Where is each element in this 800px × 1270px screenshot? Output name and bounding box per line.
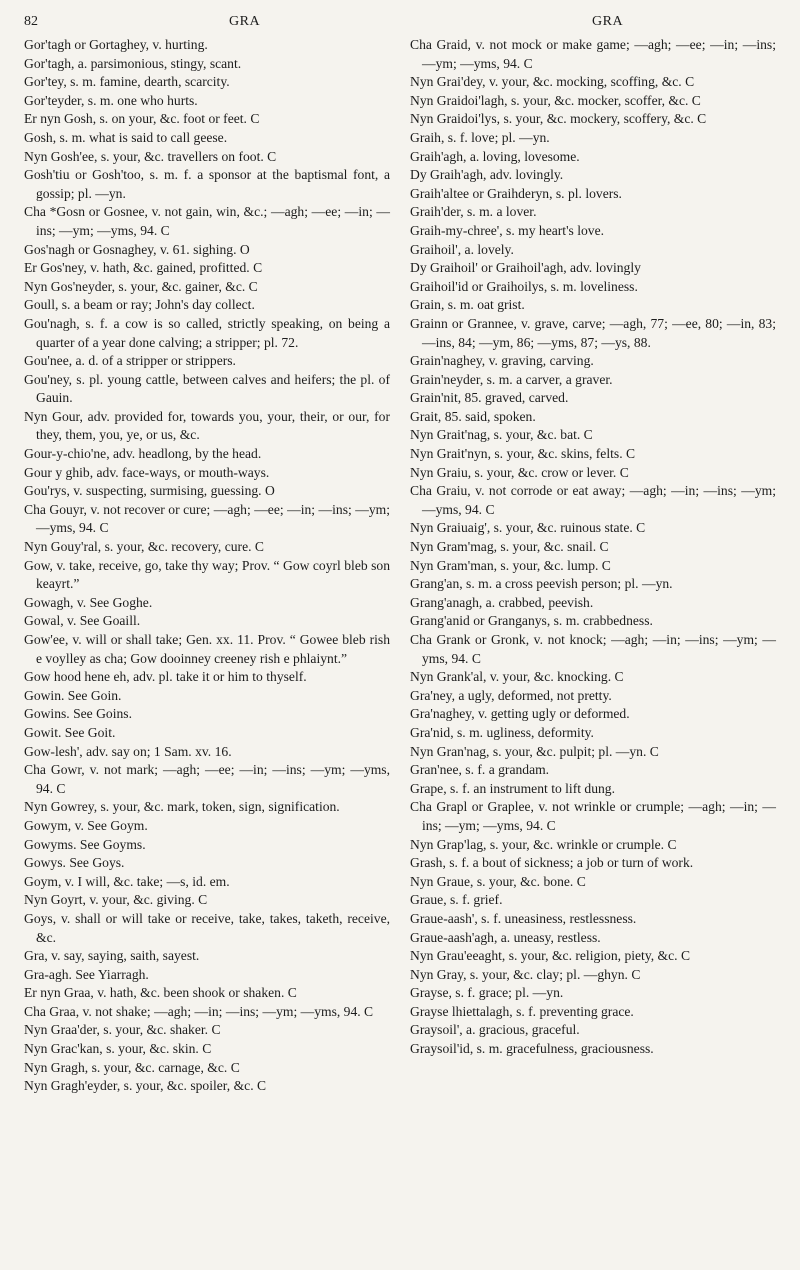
dictionary-entry: Cha Graa, v. not shake; —agh; —in; —ins; —ym; —yms, 94. C — [24, 1003, 374, 1019]
dictionary-entry: Gowagh, v. See Goghe. — [24, 594, 153, 610]
dictionary-entry: Nyn Gosh'ee, s. your, &c. travellers on foot. C — [24, 148, 277, 164]
right-running-head: GRA — [592, 14, 624, 29]
dictionary-entry: Cha Graid, v. not mock or make game; —agh; —ee; —in; —ins; —ym; —yms, 94. C — [410, 37, 776, 71]
dictionary-entry: Cha Grapl or Graplee, v. not wrinkle or crumple; —agh; —in; —ins; —ym; —yms, 94. C — [410, 799, 776, 833]
page-number: 82 — [24, 14, 38, 29]
dictionary-entry: Gowin. See Goin. — [24, 687, 122, 703]
dictionary-entry: Cha Grank or Gronk, v. not knock; —agh; —in; —ins; —ym; —yms, 94. C — [410, 632, 776, 666]
dictionary-entry: Er nyn Graa, v. hath, &c. been shook or shaken. C — [24, 985, 297, 1001]
dictionary-entry: Grayse lhiettalagh, s. f. preventing grace. — [410, 1003, 634, 1019]
dictionary-entry: Er nyn Gosh, s. on your, &c. foot or feet. C — [24, 111, 260, 127]
dictionary-entry: Gor'tagh or Gortaghey, v. hurting. — [24, 37, 208, 52]
dictionary-entry: Gour y ghib, adv. face-ways, or mouth-ways. — [24, 464, 270, 480]
dictionary-entry: Cha Gowr, v. not mark; —agh; —ee; —in; —ins; —ym; —yms, 94. C — [24, 762, 390, 796]
dictionary-entry: Gosh, s. m. what is said to call geese. — [24, 129, 228, 145]
dictionary-entry: Er Gos'ney, v. hath, &c. gained, profitted. C — [24, 260, 263, 276]
dictionary-entry: Dy Graih'agh, adv. lovingly. — [410, 167, 564, 183]
dictionary-entry: Gowit. See Goit. — [24, 724, 116, 740]
dictionary-entry: Goull, s. a beam or ray; John's day collect. — [24, 297, 255, 313]
dictionary-entry: Nyn Graa'der, s. your, &c. shaker. C — [24, 1022, 221, 1038]
dictionary-entry: Graihoil', a. lovely. — [410, 241, 514, 257]
dictionary-entry: Nyn Grac'kan, s. your, &c. skin. C — [24, 1041, 212, 1057]
left-column — [24, 36, 390, 1096]
dictionary-entry: Nyn Gram'mag, s. your, &c. snail. C — [410, 539, 609, 555]
dictionary-entry: Graih, s. f. love; pl. —yn. — [410, 129, 550, 145]
dictionary-entry: Gowal, v. See Goaill. — [24, 613, 141, 629]
dictionary-entry: Cha *Gosn or Gosnee, v. not gain, win, &c.; —agh; —ee; —in; —ins; —ym; —yms, 94. C — [24, 204, 390, 238]
dictionary-entry: Gowyms. See Goyms. — [24, 836, 146, 852]
dictionary-entry: Grain'naghey, v. graving, carving. — [410, 353, 594, 369]
dictionary-entry: Gow'ee, v. will or shall take; Gen. xx. 11. Prov. “ Gowee bleb rish e voylley as cha; Gow dooinney creeney rish e phlaiynt.” — [24, 632, 390, 666]
dictionary-entry: Cha Graiu, v. not corrode or eat away; —agh; —in; —ins; —ym; —yms, 94. C — [410, 483, 776, 517]
dictionary-entry: Nyn Grap'lag, s. your, &c. wrinkle or crumple. C — [410, 836, 677, 852]
dictionary-entry: Nyn Grait'nyn, s. your, &c. skins, felts. C — [410, 446, 636, 462]
dictionary-entry: Gou'nagh, s. f. a cow is so called, strictly speaking, on being a quarter of a year done calving; a stripper; pl. 72. — [24, 315, 390, 350]
dictionary-entry: Nyn Gos'neyder, s. your, &c. gainer, &c. C — [24, 278, 258, 294]
dictionary-entry: Grain, s. m. oat grist. — [410, 297, 525, 313]
left-running-head: GRA — [229, 14, 261, 29]
dictionary-entry: Nyn Grau'eeaght, s. your, &c. religion, piety, &c. C — [410, 948, 691, 964]
dictionary-entry: Nyn Graiu, s. your, &c. crow or lever. C — [410, 464, 629, 480]
dictionary-entry: Grang'anagh, a. crabbed, peevish. — [410, 594, 594, 610]
dictionary-entry: Goys, v. shall or will take or receive, take, takes, taketh, receive, &c. — [24, 910, 390, 945]
dictionary-entry: Graue, s. f. grief. — [410, 892, 503, 908]
right-column — [410, 36, 776, 1096]
dictionary-entry: Nyn Graidoi'lagh, s. your, &c. mocker, scoffer, &c. C — [410, 92, 701, 108]
dictionary-entry: Nyn Graidoi'lys, s. your, &c. mockery, scoffery, &c. C — [410, 111, 707, 127]
dictionary-entry: Nyn Gran'nag, s. your, &c. pulpit; pl. —yn. C — [410, 743, 659, 759]
dictionary-entry: Graih-my-chree', s. my heart's love. — [410, 222, 605, 238]
dictionary-entry: Nyn Graiuaig', s. your, &c. ruinous state. C — [410, 520, 646, 536]
dictionary-entry: Nyn Grai'dey, v. your, &c. mocking, scoffing, &c. C — [410, 74, 695, 90]
dictionary-entry: Gou'rys, v. suspecting, surmising, guessing. O — [24, 483, 275, 499]
dictionary-entry: Gow, v. take, receive, go, take thy way; Prov. “ Gow coyrl bleb son keayrt.” — [24, 557, 390, 592]
dictionary-entry: Nyn Gowrey, s. your, &c. mark, token, sign, signification. — [24, 799, 340, 815]
dictionary-entry: Gor'tey, s. m. famine, dearth, scarcity. — [24, 74, 230, 90]
dictionary-entry: Grape, s. f. an instrument to lift dung. — [410, 780, 616, 796]
dictionary-entry: Gra-agh. See Yiarragh. — [24, 966, 149, 982]
dictionary-entry: Gou'ney, s. pl. young cattle, between calves and heifers; the pl. of Gauin. — [24, 371, 390, 406]
dictionary-entry: Graih'agh, a. loving, lovesome. — [410, 148, 580, 164]
dictionary-entry: Goym, v. I will, &c. take; —s, id. em. — [24, 873, 230, 889]
dictionary-entry: Graysoil', a. gracious, graceful. — [410, 1022, 580, 1038]
dictionary-entry: Graue-aash'agh, a. uneasy, restless. — [410, 929, 601, 945]
dictionary-entry: Gowym, v. See Goym. — [24, 817, 148, 833]
dictionary-entry: Gowys. See Goys. — [24, 855, 125, 871]
dictionary-entry: Gou'nee, a. d. of a stripper or strippers. — [24, 353, 236, 369]
dictionary-entry: Grang'an, s. m. a cross peevish person; pl. —yn. — [410, 576, 673, 592]
dictionary-entry: Gran'nee, s. f. a grandam. — [410, 762, 550, 778]
dictionary-entry: Nyn Gragh'eyder, s. your, &c. spoiler, &c. C — [24, 1078, 267, 1094]
dictionary-entry: Nyn Goyrt, v. your, &c. giving. C — [24, 892, 208, 908]
dictionary-entry: Nyn Graue, s. your, &c. bone. C — [410, 873, 586, 889]
dictionary-entry: Gour-y-chio'ne, adv. headlong, by the head. — [24, 446, 262, 462]
dictionary-entry: Gowins. See Goins. — [24, 706, 132, 722]
dictionary-entry: Nyn Grank'al, v. your, &c. knocking. C — [410, 669, 624, 685]
dictionary-entry: Gor'teyder, s. m. one who hurts. — [24, 92, 198, 108]
dictionary-columns — [24, 36, 776, 1096]
dictionary-entry: Graysoil'id, s. m. gracefulness, graciousness. — [410, 1041, 654, 1057]
dictionary-entry: Nyn Grait'nag, s. your, &c. bat. C — [410, 427, 593, 443]
dictionary-entry: Nyn Gouy'ral, s. your, &c. recovery, cure. C — [24, 539, 264, 555]
dictionary-entry: Grain'neyder, s. m. a carver, a graver. — [410, 371, 613, 387]
dictionary-entry: Gor'tagh, a. parsimonious, stingy, scant. — [24, 55, 242, 71]
dictionary-entry: Gosh'tiu or Gosh'too, s. m. f. a sponsor at the baptismal font, a gossip; pl. —yn. — [24, 167, 390, 201]
dictionary-entry: Gos'nagh or Gosnaghey, v. 61. sighing. O — [24, 241, 250, 257]
dictionary-entry: Gra'nid, s. m. ugliness, deformity. — [410, 724, 594, 740]
dictionary-entry: Gra'ney, a ugly, deformed, not pretty. — [410, 687, 612, 703]
dictionary-entry: Graue-aash', s. f. uneasiness, restlessness. — [410, 910, 637, 926]
dictionary-entry: Gra'naghey, v. getting ugly or deformed. — [410, 706, 630, 722]
dictionary-entry: Nyn Gram'man, s. your, &c. lump. C — [410, 557, 611, 573]
dictionary-entry: Graih'der, s. m. a lover. — [410, 204, 537, 220]
dictionary-entry: Graihoil'id or Graihoilys, s. m. loveliness. — [410, 278, 638, 294]
dictionary-entry: Grainn or Grannee, v. grave, carve; —agh, 77; —ee, 80; —in, 83; —ins, 84; —ym, 86; —yms, 87; —ys, 88. — [410, 315, 776, 350]
dictionary-entry: Dy Graihoil' or Graihoil'agh, adv. lovingly — [410, 260, 641, 276]
dictionary-entry: Nyn Gour, adv. provided for, towards you, your, their, or our, for they, them, you, ye, or us, &c. — [24, 408, 390, 443]
dictionary-entry: Gow hood hene eh, adv. pl. take it or him to thyself. — [24, 669, 307, 685]
dictionary-entry: Grash, s. f. a bout of sickness; a job or turn of work. — [410, 855, 694, 871]
dictionary-entry: Grang'anid or Granganys, s. m. crabbedness. — [410, 613, 653, 629]
dictionary-entry: Nyn Gray, s. your, &c. clay; pl. —ghyn. C — [410, 966, 641, 982]
page-header — [24, 14, 770, 34]
dictionary-entry: Nyn Gragh, s. your, &c. carnage, &c. C — [24, 1059, 240, 1075]
dictionary-entry: Graih'altee or Graihderyn, s. pl. lovers. — [410, 185, 622, 201]
dictionary-entry: Grain'nit, 85. graved, carved. — [410, 390, 569, 406]
dictionary-entry: Cha Gouyr, v. not recover or cure; —agh; —ee; —in; —ins; —ym; —yms, 94. C — [24, 501, 390, 536]
dictionary-entry: Gow-lesh', adv. say on; 1 Sam. xv. 16. — [24, 743, 232, 759]
dictionary-entry: Gra, v. say, saying, saith, sayest. — [24, 948, 200, 964]
dictionary-entry: Grait, 85. said, spoken. — [410, 408, 536, 424]
dictionary-entry: Grayse, s. f. grace; pl. —yn. — [410, 985, 564, 1001]
